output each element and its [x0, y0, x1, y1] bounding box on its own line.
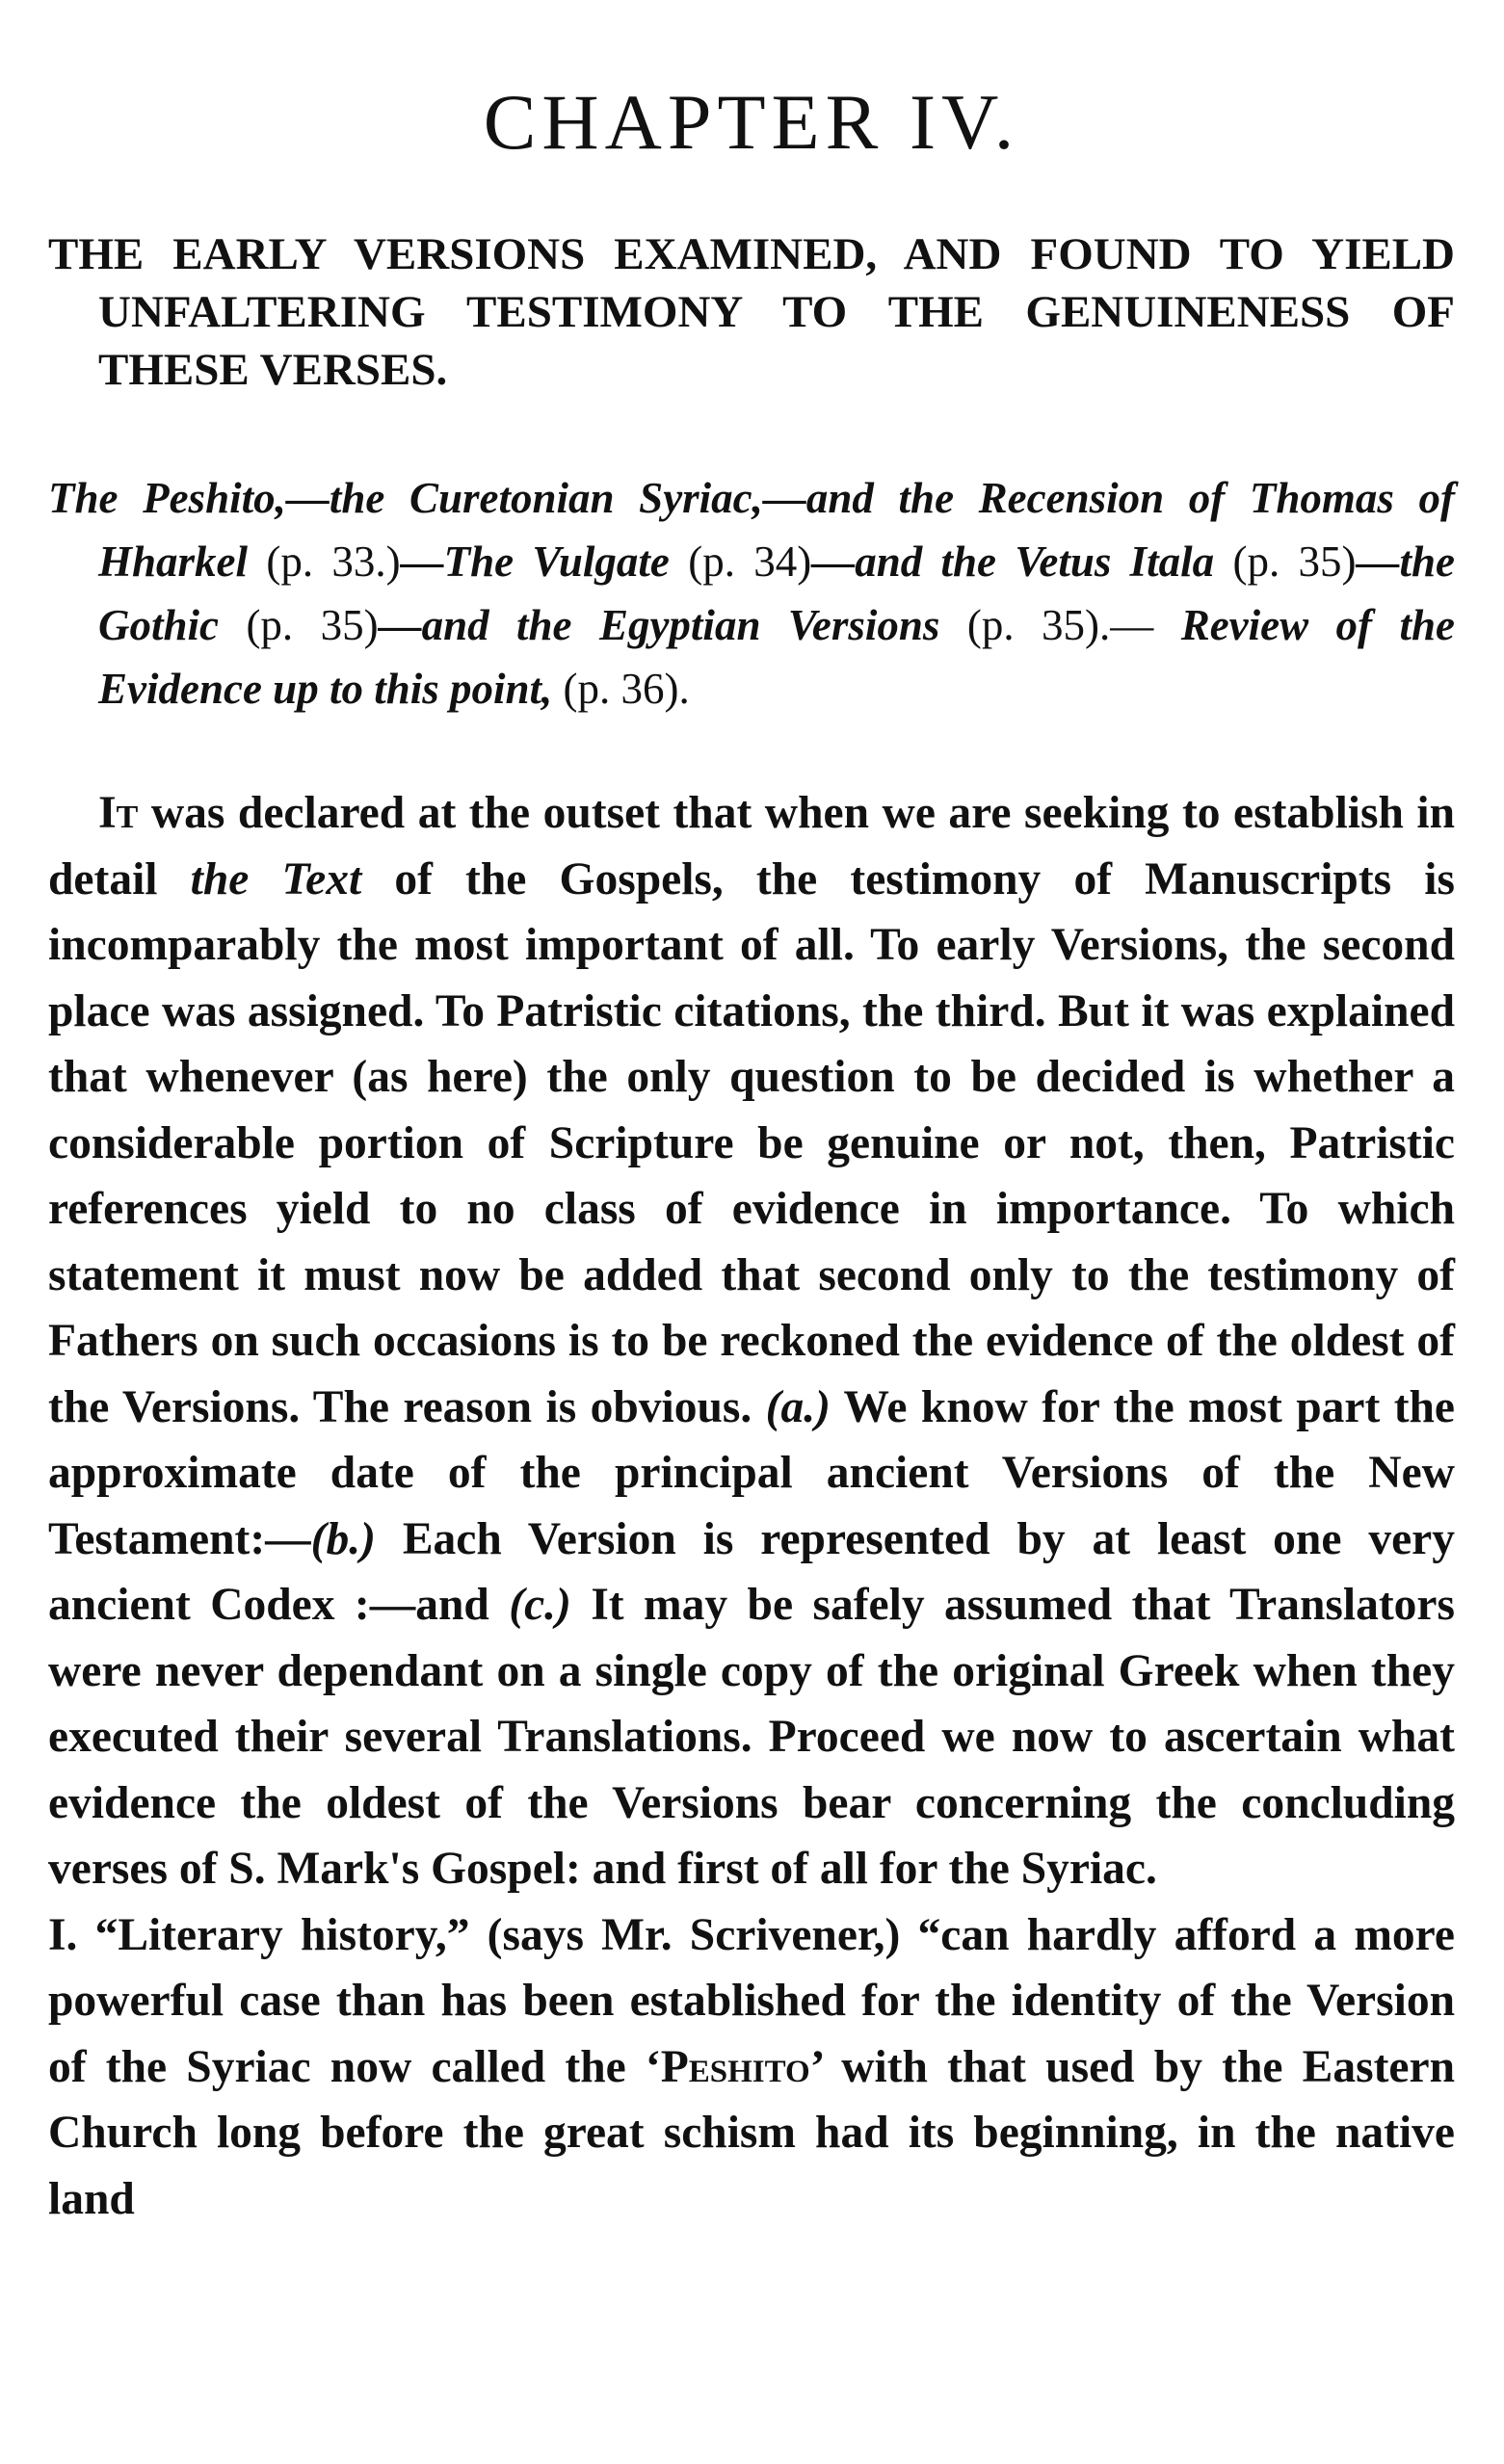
book-page [48, 77, 1455, 2232]
paragraph-small-caps-text: Peshito [660, 2041, 810, 2092]
paragraph-text: Each Version is represented by at least one very ancient Codex :—and [48, 1513, 1455, 1630]
summary-page-ref: (p. 35) [246, 601, 379, 649]
summary-page-ref: (p. 33.) [266, 537, 401, 586]
summary-page-ref: (p. 36). [563, 665, 690, 713]
chapter-summary [48, 466, 1455, 721]
chapter-subtitle: THE EARLY VERSIONS EXAMINED, AND FOUND TO YIELD UNFALTERING TESTIMONY TO THE GENUINENESS OF THESE VERSES. [48, 229, 1455, 395]
paragraph-text: of the Gospels, the testimony of Manuscripts is incomparably the most important of all. To early Versions, the second place was assigned. To Patristic citations, the third. But it was explained that whenever (as here) the only question to be decided is whether a considerable portion of Scripture be genuine or not, then, Patristic references yield to no class of evidence in importance. To which statement it must now be added that second only to the testimony of Fathers on such occasions is to be reckoned the evidence of the oldest of the Versions. The reason is obvious. [48, 853, 1455, 1432]
paragraph-text: was declared at the outset that when we are seeking to establish in detail [48, 788, 1455, 904]
summary-peshito: The Peshito,—the Curetonian Syriac,—and the Recension of Thomas of Hharkel [48, 474, 1455, 586]
summary-page-ref: (p. 35).— [966, 601, 1154, 649]
paragraph-italic-marker: (a.) [765, 1381, 831, 1432]
summary-egyptian: —and the Egyptian Versions [378, 601, 940, 649]
summary-gothic: —the Gothic [98, 537, 1455, 649]
paragraph-text: We know for the most part the approximate date of the principal ancient Versions of the New Testament:— [48, 1381, 1456, 1564]
paragraph-italic-marker: (b.) [310, 1513, 376, 1564]
chapter-title: CHAPTER IV. [483, 78, 1020, 166]
paragraph-opening-word: It [98, 787, 139, 838]
body-paragraph-2 [48, 1902, 1455, 2233]
summary-vetus-itala: —and the Vetus Itala [811, 537, 1215, 586]
summary-review: Review of the Evidence up to this point, [98, 601, 1455, 713]
summary-vulgate: —The Vulgate [400, 537, 670, 586]
paragraph-text: ’ with that used by the Eastern Church long before the great schism had its beginning, in the native land [48, 2041, 1455, 2224]
body-paragraph-1 [48, 780, 1455, 1902]
paragraph-text: It may be safely assumed that Translators were never dependant on a single copy of the original Greek when they executed their several Translations. Proceed we now to ascertain what evidence the oldest of the Versions bear concerning the concluding verses of S. Mark's Gospel: and first of all for the Syriac. [48, 1580, 1455, 1894]
summary-page-ref: (p. 34) [688, 537, 812, 586]
paragraph-italic-marker: (c.) [509, 1580, 571, 1630]
summary-page-ref: (p. 35) [1232, 537, 1357, 586]
paragraph-text: I. “Literary history,” (says Mr. Scrivener,) “can hardly afford a more powerful case than has been established for the identity of the Version of the Syriac now called the ‘ [48, 1909, 1455, 2092]
paragraph-italic-text: the Text [190, 853, 362, 904]
